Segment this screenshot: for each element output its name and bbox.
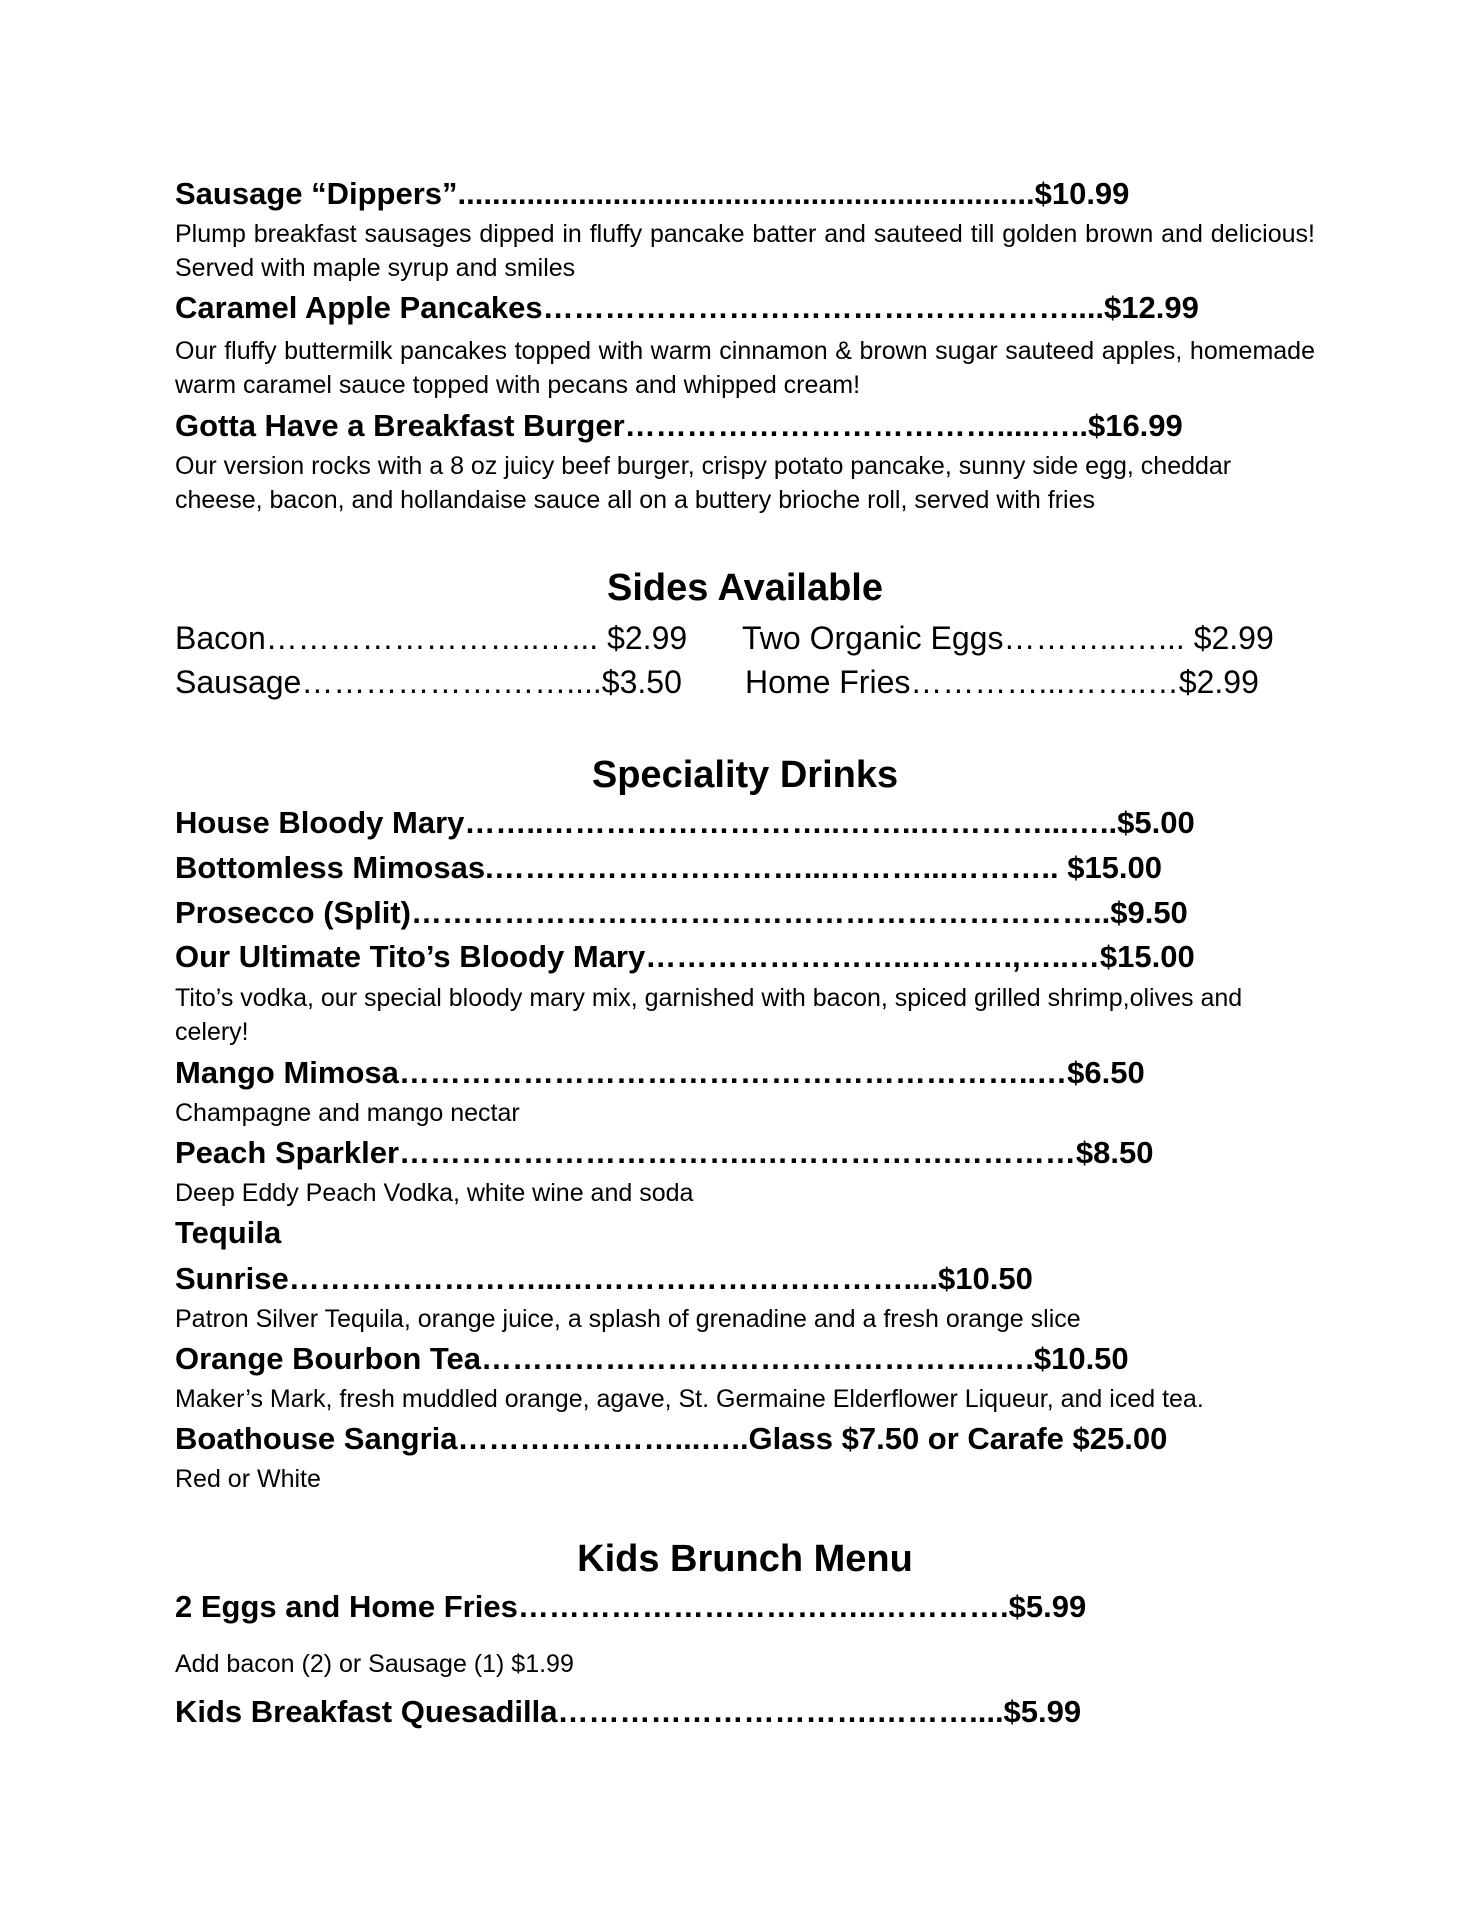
drink-description-orange-bourbon-tea: Maker’s Mark, fresh muddled orange, agave, St. Germaine Elderflower Liqueur, and iced tea. [175,1385,1204,1413]
side-item-sausage: Sausage……………….……....$3.50 [175,664,682,700]
drink-title-boathouse-sangria: Boathouse Sangria…………………...…..Glass $7.50 or Carafe $25.00 [175,1421,1168,1456]
drink-title-peach-sparkler: Peach Sparkler……………………………..……………….…………$8.50 [175,1135,1154,1170]
sides-heading: Sides Available [607,567,883,609]
drink-title-prosecco-split: Prosecco (Split)…………………………………………………………..$9.50 [175,895,1188,930]
drink-title-tequila-sunrise-line1: Tequila [175,1215,282,1250]
kids-item-title-breakfast-quesadilla: Kids Breakfast Quesadilla………………………….………....$5.99 [175,1694,1082,1729]
menu-item-description-sausage-dippers: Plump breakfast sausages dipped in fluffy pancake batter and sauteed till golden brown and delicious! Served with maple syrup and smiles [175,220,1315,282]
drink-title-bottomless-mimosas: Bottomless Mimosas.…………………………...………...……….. $15.00 [175,850,1163,885]
menu-item-title-sausage-dippers: Sausage “Dippers”...................................................................$10.99 [175,176,1130,211]
drink-title-orange-bourbon-tea: Orange Bourbon Tea…………………………………………..….$10.50 [175,1341,1129,1376]
kids-item-description-eggs-home-fries: Add bacon (2) or Sausage (1) $1.99 [175,1650,574,1678]
side-item-two-organic-eggs: Two Organic Eggs………...…... $2.99 [742,620,1274,656]
menu-item-description-breakfast-burger: Our version rocks with a 8 oz juicy beef burger, crispy potato pancake, sunny side egg, cheddar cheese, bacon, and hollandaise sauce all on a buttery brioche roll, served with fries [175,452,1232,514]
drink-description-tequila-sunrise: Patron Silver Tequila, orange juice, a splash of grenadine and a fresh orange slice [175,1305,1081,1333]
drink-description-peach-sparkler: Deep Eddy Peach Vodka, white wine and soda [175,1179,694,1207]
menu-item-title-caramel-apple-pancakes: Caramel Apple Pancakes……………………………………………....$12.99 [175,290,1199,325]
side-item-bacon: Bacon……………………..…... $2.99 [175,620,688,656]
menu-item-title-breakfast-burger: Gotta Have a Breakfast Burger……………………………….....…..$16.99 [175,408,1183,443]
drinks-heading: Speciality Drinks [591,754,899,796]
kids-heading: Kids Brunch Menu [577,1538,913,1580]
drink-title-tequila-sunrise-line2: Sunrise……………………...……………………………....$10.50 [175,1261,1033,1296]
menu-page [175,0,1315,1920]
drink-description-mango-mimosa: Champagne and mango nectar [175,1099,520,1127]
drink-title-mango-mimosa: Mango Mimosa……………………………………………………..…$6.50 [175,1055,1145,1090]
drink-description-boathouse-sangria: Red or White [175,1465,321,1493]
drink-description-titos-bloody-mary: Tito’s vodka, our special bloody mary mix, garnished with bacon, spiced grilled shrimp,olives and celery! [175,984,1243,1046]
drink-title-titos-bloody-mary: Our Ultimate Tito’s Bloody Mary……………………..……….,…..…$15.00 [175,939,1195,974]
drink-title-house-bloody-mary: House Bloody Mary……..………………………..……..…………...…..$5.00 [175,805,1195,840]
menu-item-description-caramel-apple-pancakes: Our fluffy buttermilk pancakes topped with warm cinnamon & brown sugar sauteed apples, homemade warm caramel sauce topped with pecans and whipped cream! [175,337,1315,399]
side-item-home-fries: Home Fries…………...……..…$2.99 [745,664,1259,700]
kids-item-title-eggs-home-fries: 2 Eggs and Home Fries……………………………..………….$5.99 [175,1589,1087,1624]
